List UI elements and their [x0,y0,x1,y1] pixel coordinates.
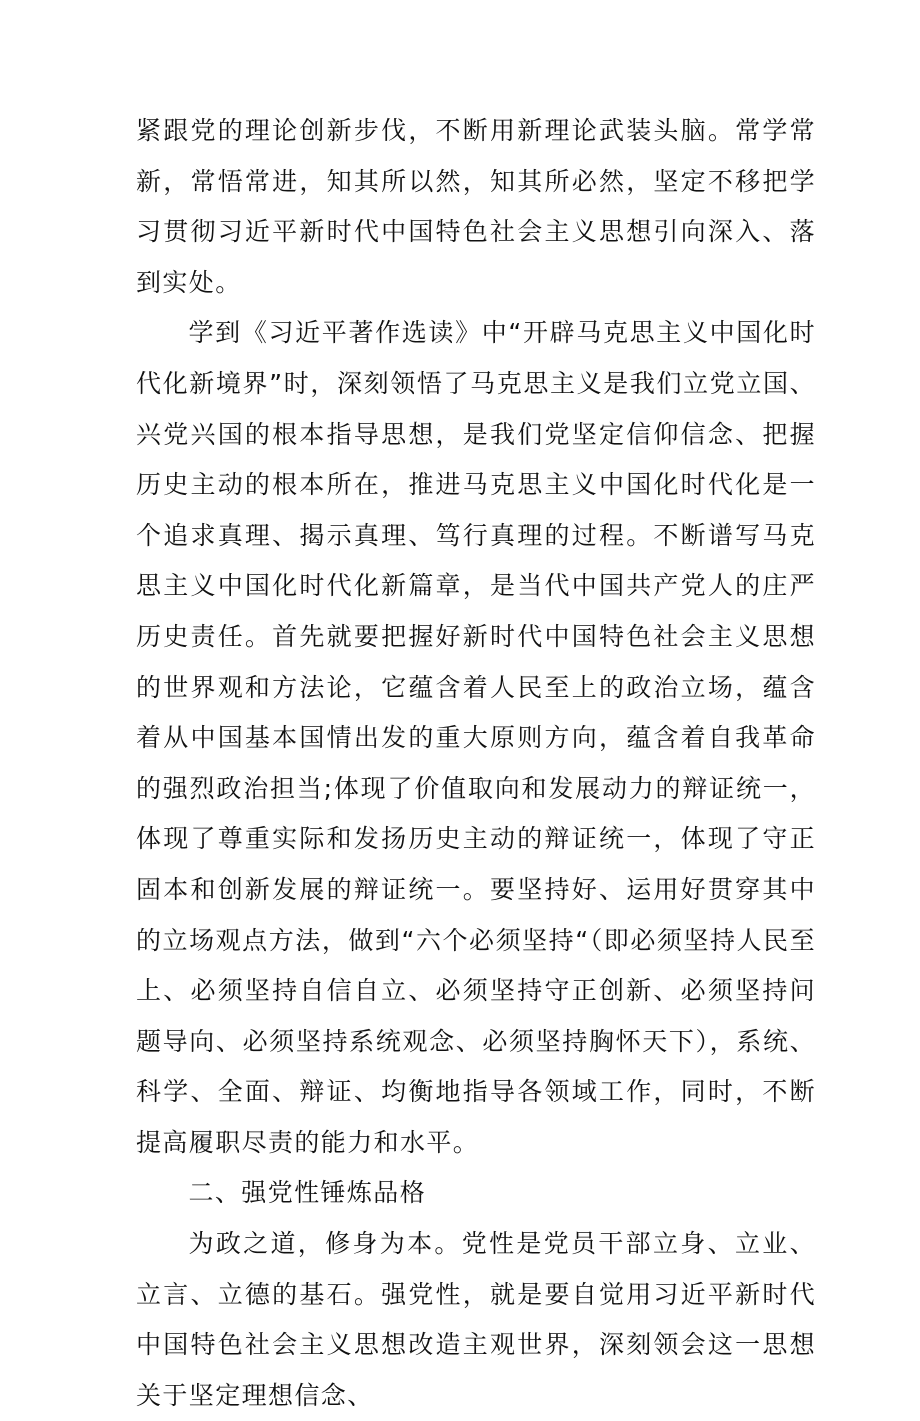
paragraph-marxism-sinicization: 学到《习近平著作选读》中“开辟马克思主义中国化时代化新境界”时，深刻领悟了马克思主义是我们立党立国、兴党兴国的根本指导思想，是我们党坚定信仰信念、把握历史主动的根本所在，推进马克思主义中国化时代化是一个追求真理、揭示真理、笃行真理的过程。不断谱写马克思主义中国化时代化新篇章，是当代中国共产党人的庄严历史责任。首先就要把握好新时代中国特色社会主义思想的世界观和方法论，它蕴含着人民至上的政治立场，蕴含着从中国基本国情出发的重大原则方向，蕴含着自我革命的强烈政治担当;体现了价值取向和发展动力的辩证统一，体现了尊重实际和发扬历史主动的辩证统一，体现了守正固本和创新发展的辩证统一。要坚持好、运用好贯穿其中的立场观点方法，做到“六个必须坚持“（即必须坚持人民至上、必须坚持自信自立、必须坚持守正创新、必须坚持问题导向、必须坚持系统观念、必须坚持胸怀天下），系统、科学、全面、辩证、均衡地指导各领域工作，同时，不断提高履职尽责的能力和水平。 [136,318,816,1157]
section-heading-party-spirit: 二、强党性锤炼品格 [188,1178,427,1208]
document-body [136,106,816,1421]
paragraph-continuation: 紧跟党的理论创新步伐，不断用新理论武装头脑。常学常新，常悟常进，知其所以然，知其所必然，坚定不移把学习贯彻习近平新时代中国特色社会主义思想引向深入、落到实处。 [136,116,816,297]
paragraph-party-spirit: 为政之道，修身为本。党性是党员干部立身、立业、立言、立德的基石。强党性，就是要自觉用习近平新时代中国特色社会主义思想改造主观世界，深刻领会这一思想关于坚定理想信念、 [136,1229,816,1410]
